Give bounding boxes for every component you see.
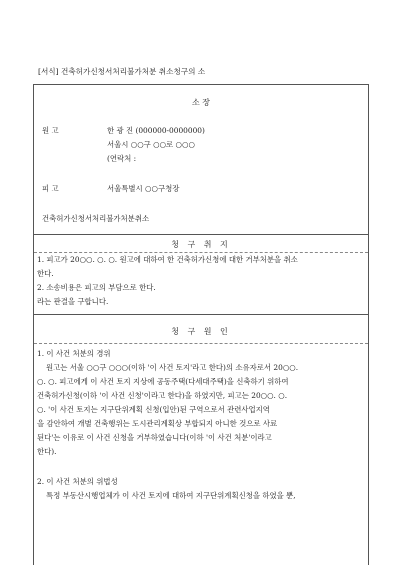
case-name: 건축허가신청서처리불가처분취소 (42, 214, 150, 223)
section1-line: 을 감안하여 개별 건축행위는 도시관리계획상 부합되지 아니한 것으로 사료 (37, 419, 278, 428)
complaint-form (33, 84, 369, 565)
defendant-name: 서울특별시 ○○구청장 (107, 184, 180, 193)
section1-line: ○. '이 사건 토지는 지구단위계획 신청(입안)된 구역으로서 관련사업지역 (37, 405, 270, 414)
section1-title: 1. 이 사건 처분의 경위 (37, 349, 111, 358)
section1-line: 된다'는 이유로 이 사건 신청을 거부하였습니다(이하 '이 사건 처분'이라고 (37, 433, 272, 442)
claim-cause-heading: 청 구 원 인 (171, 327, 231, 336)
defendant-role-label: 피 고 (42, 184, 59, 193)
plaintiff-role-label: 원 고 (42, 126, 59, 135)
document-caption: [서식] 건축허가신청서처리불가처분 취소청구의 소 (38, 67, 206, 76)
section1-line: 건축허가신청(이하 '이 사건 신청'이라고 한다)을 하였지만, 피고는 20○○. ○. (37, 391, 288, 400)
section-divider (34, 314, 368, 315)
section1-line: 원고는 서울 ○○구 ○○○(이하 '이 사건 토지'라고 한다)의 소유자로서 20○○. (46, 363, 299, 372)
section2-title: 2. 이 사건 처분의 위법성 (37, 477, 118, 486)
claim-purpose-line: 2. 소송비용은 피고의 부담으로 한다. (37, 283, 156, 292)
section2-line: 특정 부동산시행업체가 이 사건 토지에 대하여 지구단위계획신청을 하였을 뿐, (46, 491, 296, 500)
document-title: 소 장 (192, 98, 210, 107)
section-divider (34, 234, 368, 235)
section1-line: ○. ○. 피고에게 이 사건 토지 지상에 공동주택(다세대주택)을 신축하기 위하여 (37, 377, 289, 386)
plaintiff-contact: (연락처 : (107, 154, 137, 163)
section-divider (34, 252, 368, 253)
claim-purpose-line: 한다. (37, 269, 54, 278)
section1-line: 한다). (37, 447, 57, 456)
section-divider (34, 343, 368, 344)
plaintiff-address: 서울시 ○○구 ○○로 ○○○ (107, 140, 195, 149)
claim-purpose-line: 라는 판결을 구합니다. (37, 297, 109, 306)
claim-purpose-line: 1. 피고가 20○○. ○. ○. 원고에 대하여 한 건축허가신청에 대한 거부처분을 취소 (37, 255, 298, 264)
plaintiff-name: 한 광 진 (000000-0000000) (107, 126, 205, 135)
claim-purpose-heading: 청 구 취 지 (171, 240, 231, 249)
